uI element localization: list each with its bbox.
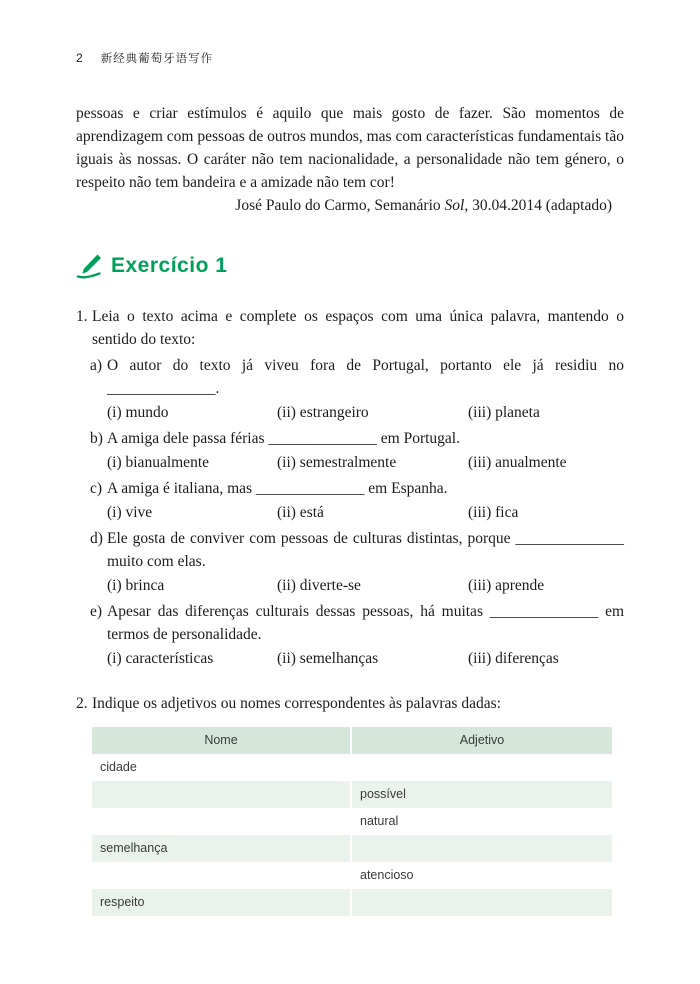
noun-adjective-table [92, 727, 612, 916]
running-head [76, 50, 624, 66]
options-row [90, 401, 624, 424]
table-row [92, 862, 612, 889]
book-title: 新经典葡萄牙语写作 [100, 53, 214, 65]
page-number: 2 [76, 51, 83, 65]
question-1 [76, 305, 624, 670]
option-i: (i) vive [107, 504, 153, 521]
subquestion-e [76, 600, 624, 670]
cell-nome [92, 808, 352, 835]
cell-adjetivo [352, 889, 612, 916]
intro-paragraph: pessoas e criar estímulos é aquilo que mais gosto de fazer. São momentos de aprendizagem com pessoas de outros mundos, mas com características fundamentais tão iguais às nossas. O caráter não tem nacionalidade, a personalidade não tem género, o respeito não tem bandeira e a amizade não tem cor! [76, 105, 624, 191]
subquestion-label: a) [90, 357, 103, 374]
table-row [92, 835, 612, 862]
cell-adjetivo: natural [360, 814, 399, 828]
exercise-title: Exercício 1 [111, 254, 228, 277]
fill-in-blank: ______________. [107, 380, 220, 397]
option-iii: (iii) planeta [468, 404, 540, 421]
table-row [92, 889, 612, 916]
option-i: (i) bianualmente [107, 454, 209, 471]
subquestion-c [76, 477, 624, 524]
cell-nome: respeito [92, 889, 352, 916]
subquestion-label: e) [90, 603, 103, 620]
option-i: (i) mundo [107, 404, 169, 421]
option-iii: (iii) aprende [468, 577, 545, 594]
subquestion-text: Ele gosta de conviver com pessoas de culturas distintas, porque ______________ [107, 530, 624, 547]
options-row [90, 501, 624, 524]
subquestion-text-cont: muito com elas. [107, 553, 206, 570]
question-number: 1. [76, 308, 88, 325]
option-iii: (iii) fica [468, 504, 519, 521]
option-ii: (ii) estrangeiro [277, 404, 369, 421]
subquestion-a [76, 354, 624, 424]
pencil-icon [76, 253, 102, 279]
cell-nome [92, 862, 352, 889]
subquestion-text: O autor do texto já viveu fora de Portugal, portanto ele já residiu no [107, 357, 624, 374]
cell-adjetivo [352, 754, 612, 781]
question-prompt: Leia o texto acima e complete os espaços com uma única palavra, mantendo o sentido do texto: [92, 308, 624, 348]
subquestion-text: Apesar das diferenças culturais dessas pessoas, há muitas ______________ em [107, 603, 624, 620]
option-i: (i) características [107, 650, 214, 667]
option-iii: (iii) anualmente [468, 454, 567, 471]
question-prompt: Indique os adjetivos ou nomes correspondentes às palavras dadas: [92, 695, 501, 712]
question-number: 2. [76, 695, 88, 712]
column-header-nome: Nome [92, 727, 352, 754]
exercise-heading [76, 253, 624, 279]
subquestion-text-cont: termos de personalidade. [107, 626, 262, 643]
cell-adjetivo: atencioso [360, 868, 414, 882]
subquestion-text: A amiga dele passa férias ______________ em Portugal. [107, 430, 460, 447]
options-row [90, 451, 624, 474]
option-ii: (ii) semestralmente [277, 454, 397, 471]
attribution-author: José Paulo do Carmo, Semanário [235, 197, 445, 214]
table-row [92, 808, 612, 835]
attribution-date: , 30.04.2014 (adaptado) [464, 197, 612, 214]
options-row [90, 574, 624, 597]
cell-adjetivo: possível [360, 787, 406, 801]
attribution-line [76, 194, 624, 217]
cell-nome [92, 781, 352, 808]
question-2 [76, 692, 624, 916]
table-row [92, 781, 612, 808]
option-ii: (ii) diverte-se [277, 577, 361, 594]
subquestion-text: A amiga é italiana, mas ______________ em Espanha. [107, 480, 448, 497]
subquestion-label: d) [90, 530, 103, 547]
subquestion-d [76, 527, 624, 597]
cell-nome: semelhança [92, 835, 352, 862]
subquestion-b [76, 427, 624, 474]
subquestion-label: b) [90, 430, 103, 447]
cell-nome: cidade [92, 754, 352, 781]
attribution-source: Sol [444, 197, 465, 214]
option-ii: (ii) semelhanças [277, 650, 379, 667]
table-row [92, 754, 612, 781]
column-header-adjetivo: Adjetivo [352, 727, 612, 754]
option-ii: (ii) está [277, 504, 324, 521]
option-i: (i) brinca [107, 577, 165, 594]
cell-adjetivo [352, 835, 612, 862]
subquestion-label: c) [90, 480, 103, 497]
options-row [90, 647, 624, 670]
table-header-row [92, 727, 612, 754]
option-iii: (iii) diferenças [468, 650, 559, 667]
